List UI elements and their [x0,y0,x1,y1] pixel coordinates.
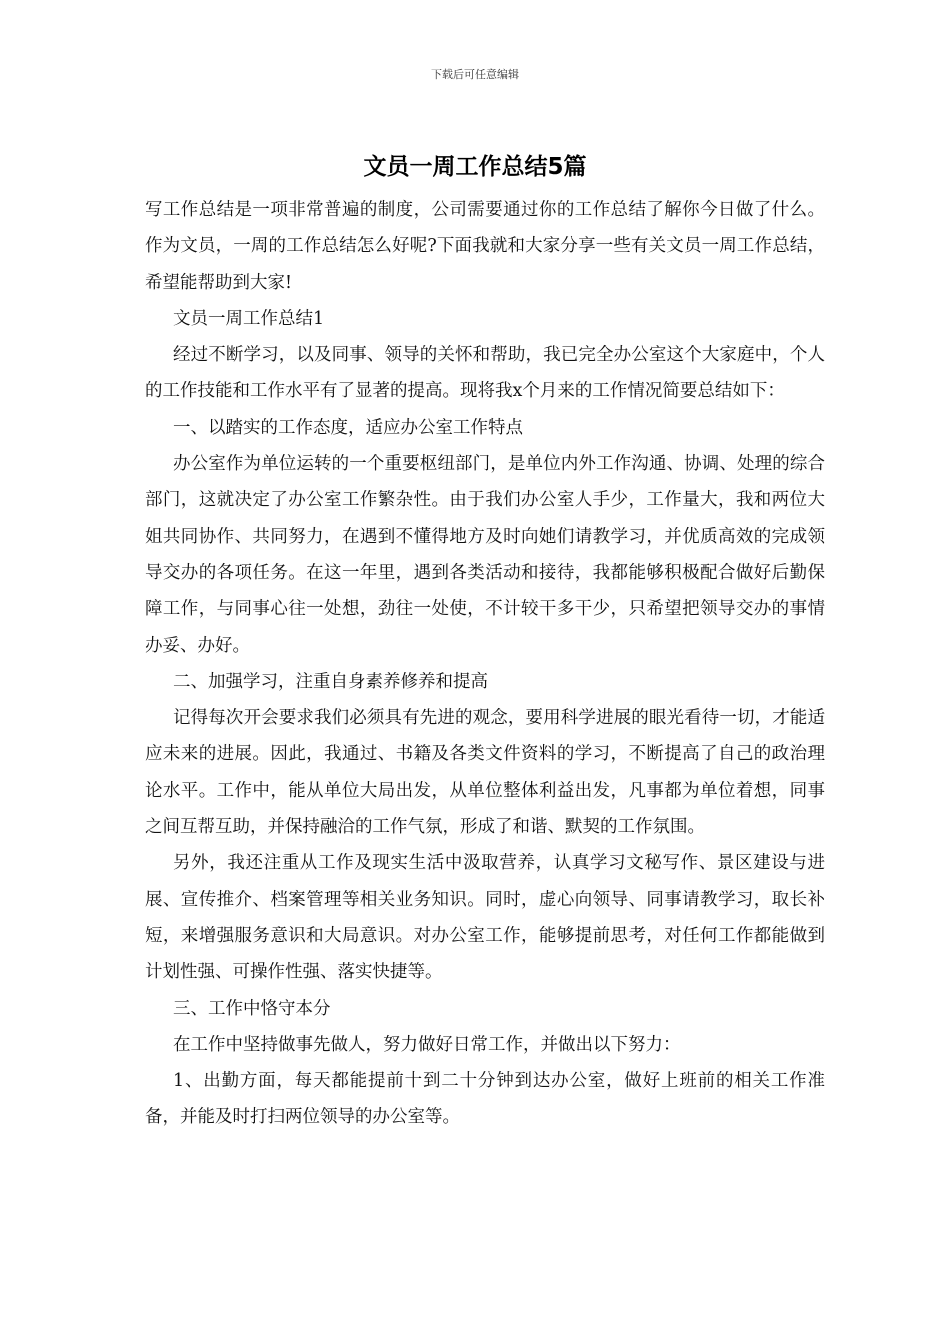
intro-paragraph: 写工作总结是一项非常普遍的制度，公司需要通过你的工作总结了解你今日做了什么。作为文员，一周的工作总结怎么好呢?下面我就和大家分享一些有关文员一周工作总结，希望能帮助到大家! [145,200,825,293]
body-paragraph: 另外，我还注重从工作及现实生活中汲取营养，认真学习文秘写作、景区建设与进展、宣传推介、档案管理等相关业务知识。同时，虚心向领导、同事请教学习，取长补短，来增强服务意识和大局意识。对办公室工作，能够提前思考，对任何工作都能做到计划性强、可操作性强、落实快捷等。 [145,853,825,983]
body-paragraph: 在工作中坚持做事先做人，努力做好日常工作，并做出以下努力： [173,1034,681,1055]
section-heading-1: 一、以踏实的工作态度，适应办公室工作特点 [173,417,523,438]
section-heading-2: 二、加强学习，注重自身素养修养和提高 [173,671,488,692]
section-heading-summary-1: 文员一周工作总结1 [173,308,325,329]
body-paragraph: 记得每次开会要求我们必须具有先进的观念，要用科学进展的眼光看待一切，才能适应未来的进展。因此，我通过、书籍及各类文件资料的学习，不断提高了自己的政治理论水平。工作中，能从单位大局出发，从单位整体利益出发，凡事都为单位着想，同事之间互帮互助，并保持融洽的工作气氛，形成了和谐、默契的工作氛围。 [145,708,825,838]
document-title: 文员一周工作总结5篇 [363,154,587,180]
list-item-1: 1、出勤方面，每天都能提前十到二十分钟到达办公室，做好上班前的相关工作准备，并能及时打扫两位领导的办公室等。 [145,1071,825,1128]
header-note: 下载后可任意编辑 [431,68,519,81]
document-body [145,192,825,1136]
body-paragraph: 办公室作为单位运转的一个重要枢纽部门，是单位内外工作沟通、协调、处理的综合部门，这就决定了办公室工作繁杂性。由于我们办公室人手少，工作量大，我和两位大姐共同协作、共同努力，在遇到不懂得地方及时向她们请教学习，并优质高效的完成领导交办的各项任务。在这一年里，遇到各类活动和接待，我都能够积极配合做好后勤保障工作，与同事心往一处想，劲往一处使，不计较干多干少，只希望把领导交办的事情办妥、办好。 [145,454,825,656]
body-paragraph: 经过不断学习，以及同事、领导的关怀和帮助，我已完全办公室这个大家庭中，个人的工作技能和工作水平有了显著的提高。现将我x个月来的工作情况简要总结如下： [145,345,825,402]
section-heading-3: 三、工作中恪守本分 [173,998,331,1019]
